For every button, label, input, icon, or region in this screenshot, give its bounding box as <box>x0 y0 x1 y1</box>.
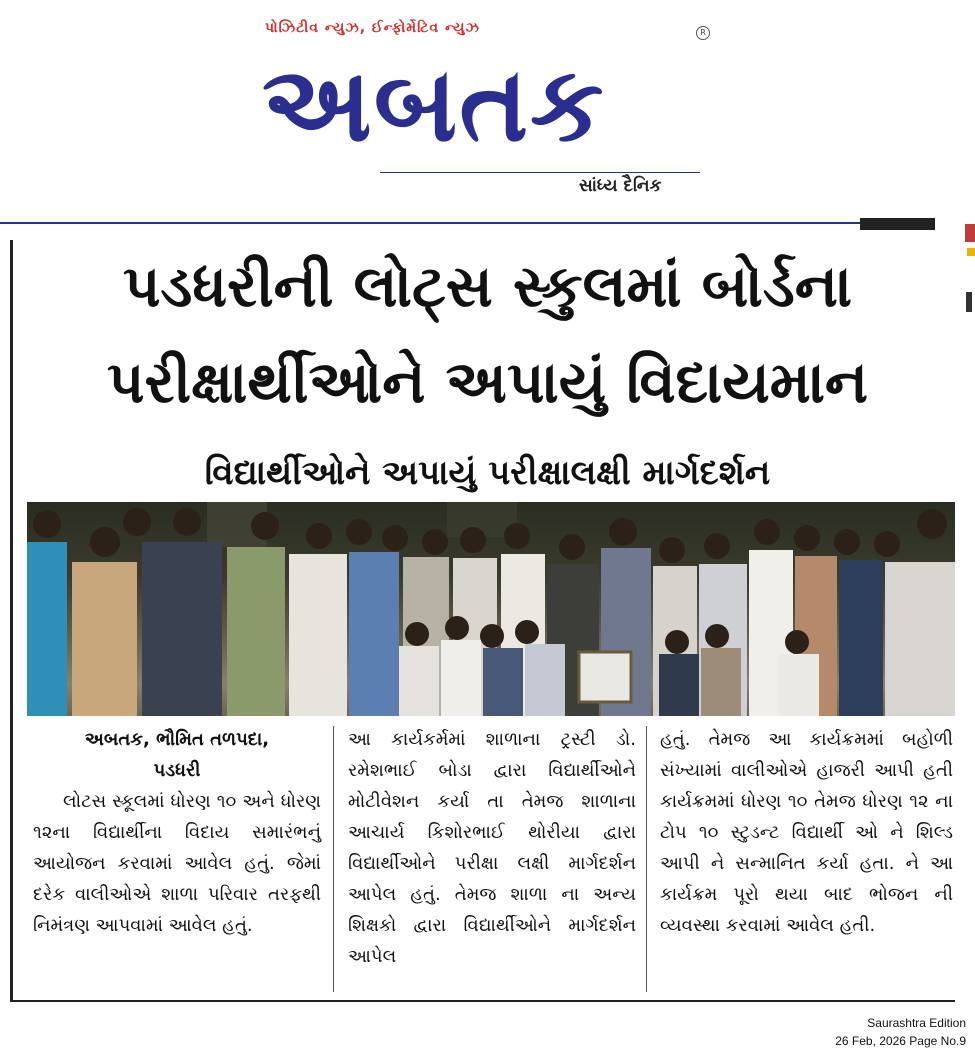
adjacent-page-fragment <box>967 248 975 256</box>
article-paragraph-3: હતું. તેમજ આ કાર્યક્રમમાં બહોળી સંખ્યામાં વાલીઓએ હાજરી આપી હતી કાર્યક્રમમાં ધોરણ ૧૦ તેમજ ધોરણ ૧૨ ના ટોપ ૧૦ સ્ટુડન્ટ વિદ્યાર્થી ઓ ને શિલ્ડ આપી ને સન્માનિત કર્યા હતા. ને આ કાર્યક્રમ પૂરો થયા બાદ ભોજન ની વ્યવસ્થા કરવામાં આવેલ હતી. <box>660 729 953 936</box>
article-column-2 <box>348 724 636 994</box>
edition-info <box>780 1014 966 1050</box>
masthead-subtitle: સાંધ્ય દૈનિક <box>579 176 662 196</box>
edition-name: Saurashtra Edition <box>867 1016 966 1030</box>
masthead-tagline: પોઝિટીવ ન્યુઝ, ઈન્ફોર્મેટિવ ન્યુઝ <box>265 20 480 36</box>
column-divider <box>333 726 334 992</box>
article-column-1 <box>33 724 321 994</box>
article-paragraph-1: લોટસ સ્કૂલમાં ધોરણ ૧૦ અને ધોરણ ૧૨ના વિદ્યાર્થીના વિદાય સમારંભનું આયોજન કરવામાં આવેલ હતું. જેમાં દરેક વાલીઓએ શાળા પરિવાર તરફથી નિમંત્રણ આપવામાં આવેલ હતું. <box>33 791 321 936</box>
header-rule <box>0 222 935 224</box>
header-rule-block <box>860 218 935 230</box>
edition-date-page: 26 Feb, 2026 Page No.9 <box>835 1034 966 1048</box>
headline-line-1: પડધરીની લોટ્સ સ્કુલમાં બોર્ડના <box>122 252 853 320</box>
article-paragraph-2: આ કાર્યકર્મમાં શાળાના ટ્રસ્ટી ડો. રમેશભાઈ બોડા દ્વારા વિદ્યાર્થીઓને મોટીવેશન કર્યા તા તેમજ શાળાના આચાર્ય કિશોરભાઈ થોરીયા દ્વારા વિદ્યાર્થીઓને પરીક્ષા લક્ષી માર્ગદર્શન આપેલ હતું. તેમજ શાળા ના અન્ય શિક્ષકો દ્વારા વિદ્યાર્થીઓને માર્ગદર્શન આપેલ <box>348 729 636 967</box>
article-deck: વિદ્યાર્થીઓને અપાયું પરીક્ષાલક્ષી માર્ગદર્શન <box>204 453 771 493</box>
bottom-rule <box>13 1000 955 1002</box>
registered-mark-icon: R <box>696 26 710 40</box>
article-border <box>10 240 13 1002</box>
newspaper-logo: અબતક <box>262 43 606 165</box>
column-divider <box>646 726 647 992</box>
logo-underline <box>380 172 700 173</box>
byline-location: પડધરી <box>153 760 201 781</box>
article-column-3 <box>660 724 953 994</box>
adjacent-page-fragment <box>965 224 975 242</box>
adjacent-page-fragment <box>966 292 972 312</box>
group-photo <box>27 502 955 716</box>
article-headline <box>20 244 955 424</box>
group-photo-illustration <box>27 502 955 716</box>
byline: અબતક, ભૌમિત તળપદા, <box>84 729 270 750</box>
headline-line-2: પરીક્ષાર્થીઓને અપાયું વિદાયમાન <box>106 348 869 416</box>
